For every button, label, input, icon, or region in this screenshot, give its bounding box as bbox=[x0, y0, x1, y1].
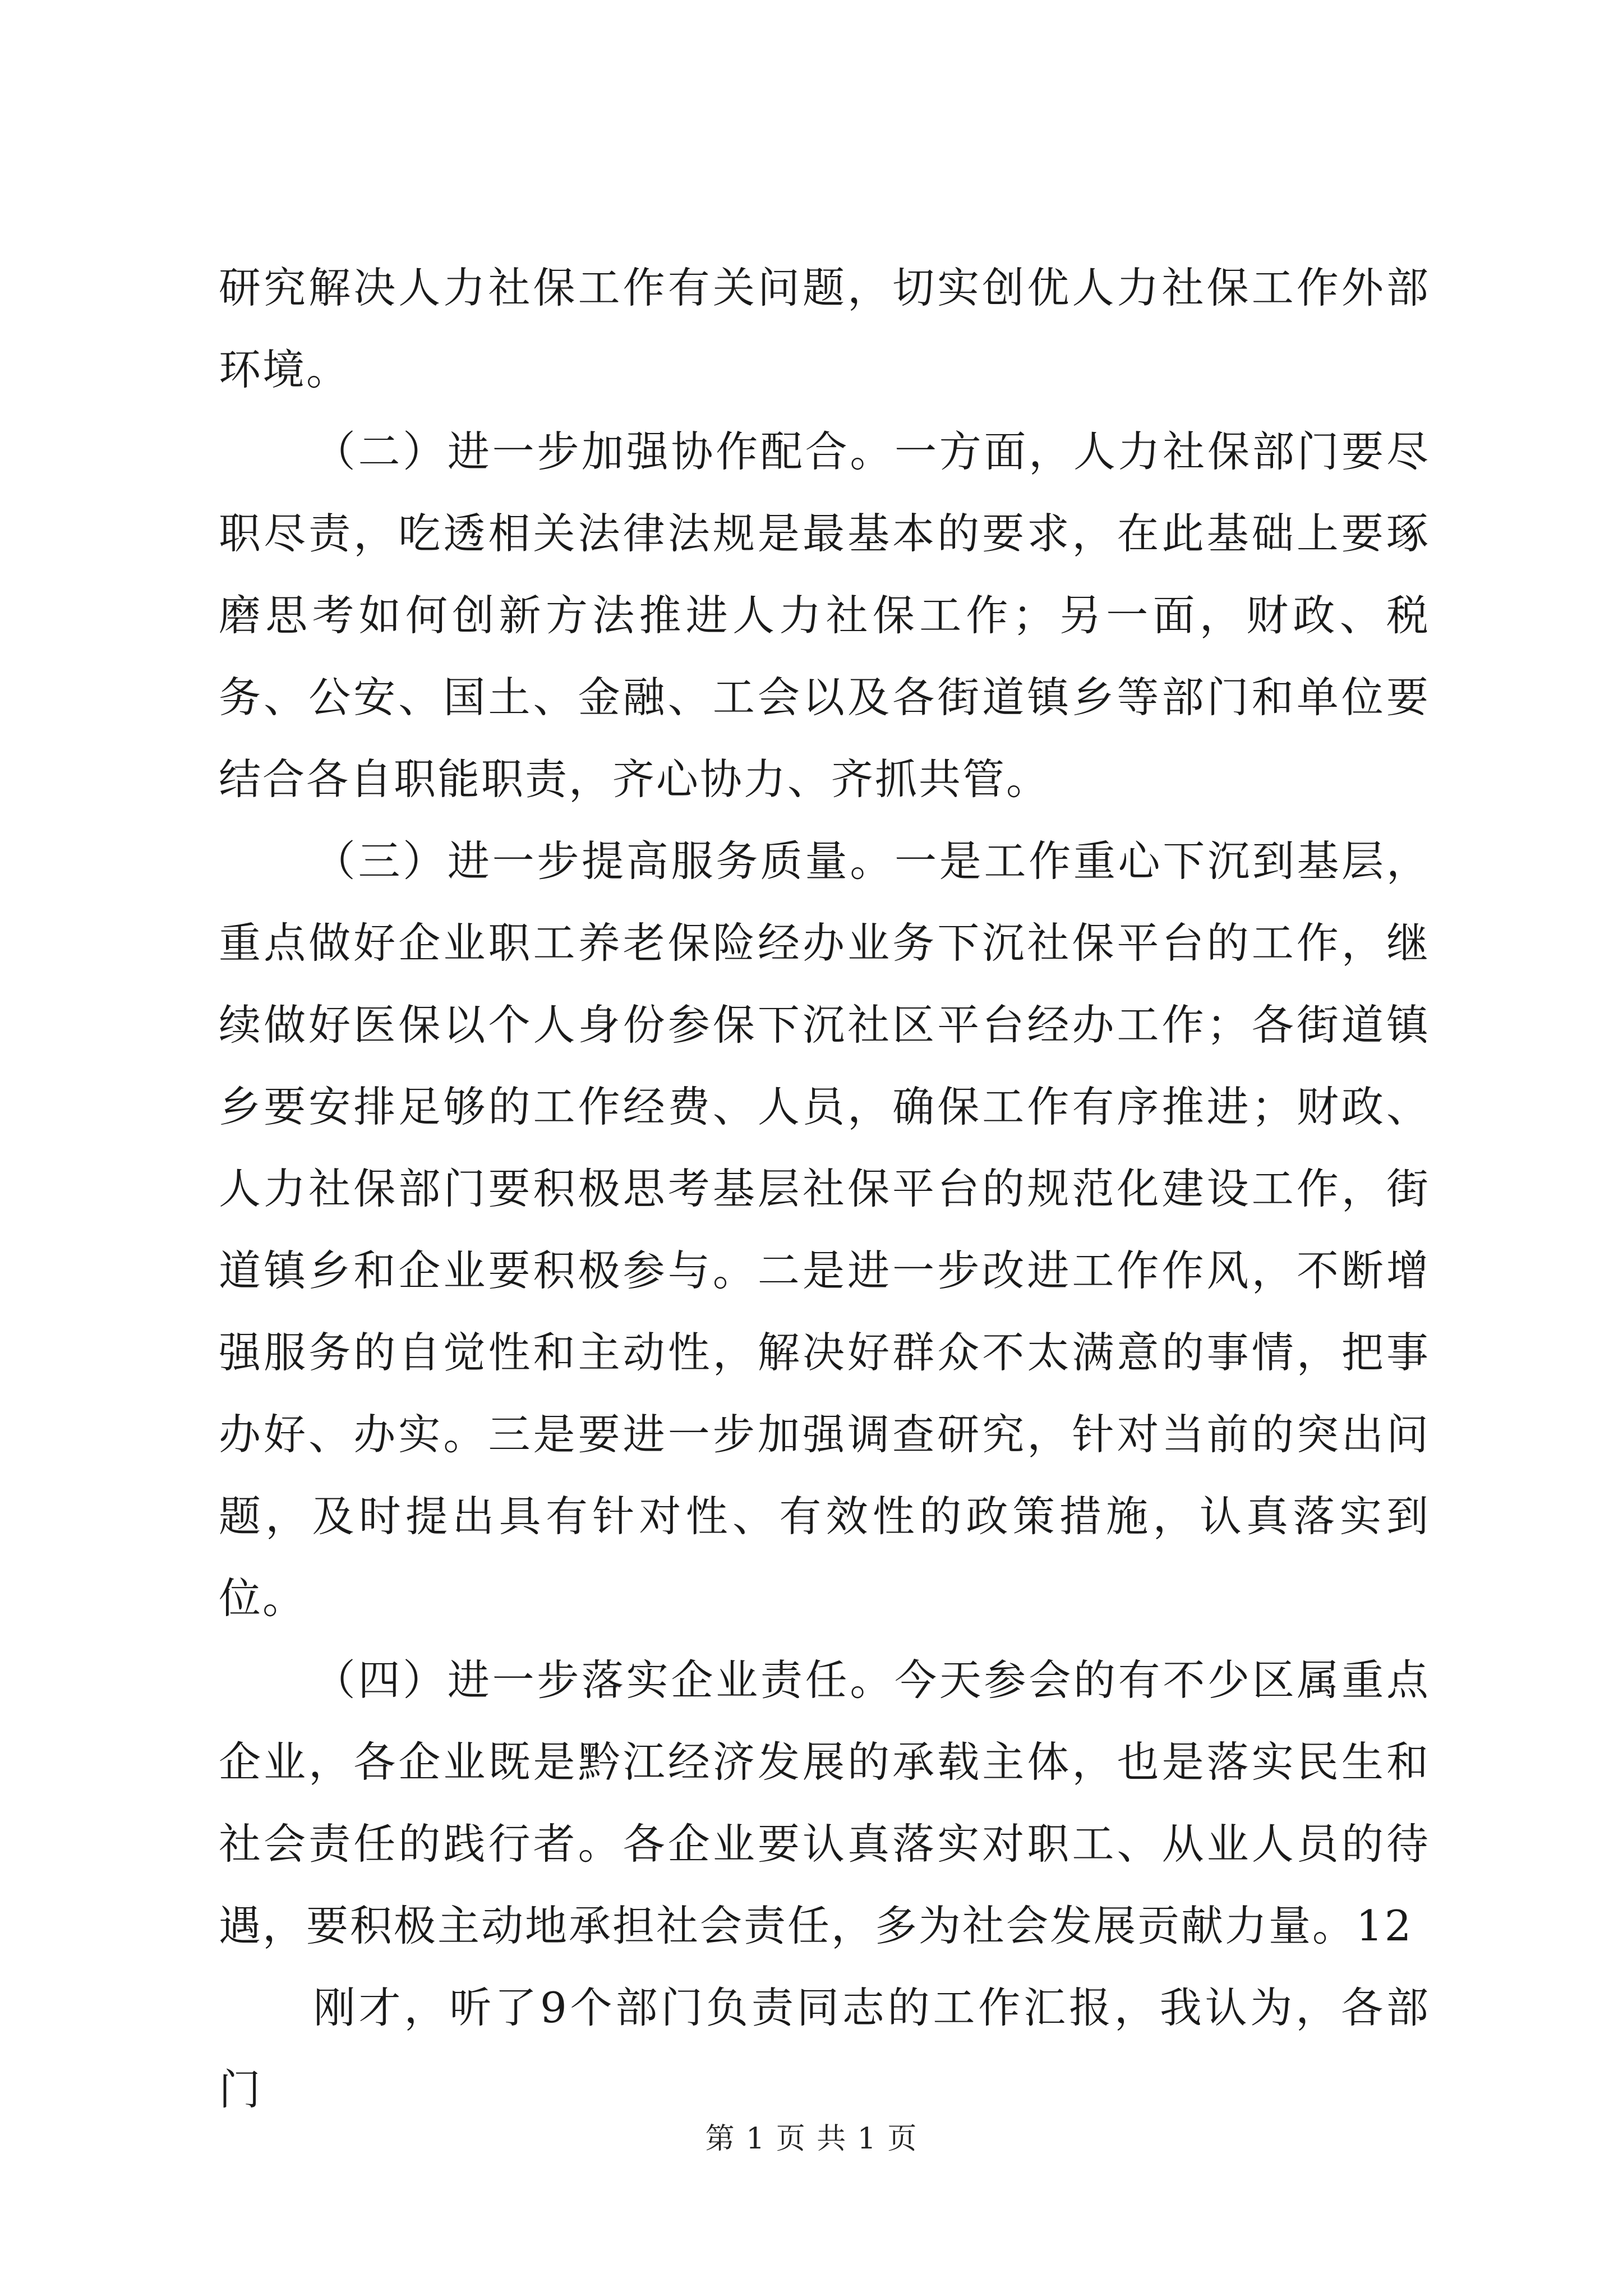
page-footer: 第 1 页 共 1 页 bbox=[705, 2122, 918, 2156]
paragraph-section-three: （三）进一步提高服务质量。一是工作重心下沉到基层，重点做好企业职工养老保险经办业务下沉社保平台的工作，继续做好医保以个人身份参保下沉社区平台经办工作；各街道镇乡要安排足够的工作经费、人员，确保工作有序推进；财政、人力社保部门要积极思考基层社保平台的规范化建设工作，街道镇乡和企业要积极参与。二是进一步改进工作作风，不断增强服务的自觉性和主动性，解决好群众不太满意的事情，把事办好、办实。三是要进一步加强调查研究，针对当前的突出问题，及时提出具有针对性、有效性的政策措施，认真落实到位。 bbox=[219, 836, 1430, 1623]
document-body bbox=[219, 247, 1430, 2131]
paragraph-continuation: 研究解决人力社保工作有关问题，切实创优人力社保工作外部环境。 bbox=[219, 263, 1430, 394]
paragraph-section-four: （四）进一步落实企业责任。今天参会的有不少区属重点企业，各企业既是黔江经济发展的承载主体，也是落实民生和社会责任的践行者。各企业要认真落实对职工、从业人员的待遇，要积极主动地承担社会责任，多为社会发展贡献力量。12 bbox=[219, 1655, 1430, 1950]
paragraph-section-two: （二）进一步加强协作配合。一方面，人力社保部门要尽职尽责，吃透相关法律法规是最基本的要求，在此基础上要琢磨思考如何创新方法推进人力社保工作；另一面，财政、税务、公安、国土、金融、工会以及各街道镇乡等部门和单位要结合各自职能职责，齐心协力、齐抓共管。 bbox=[219, 427, 1430, 804]
paragraph-closing: 刚才，听了9个部门负责同志的工作汇报，我认为，各部门 bbox=[219, 1983, 1430, 2114]
